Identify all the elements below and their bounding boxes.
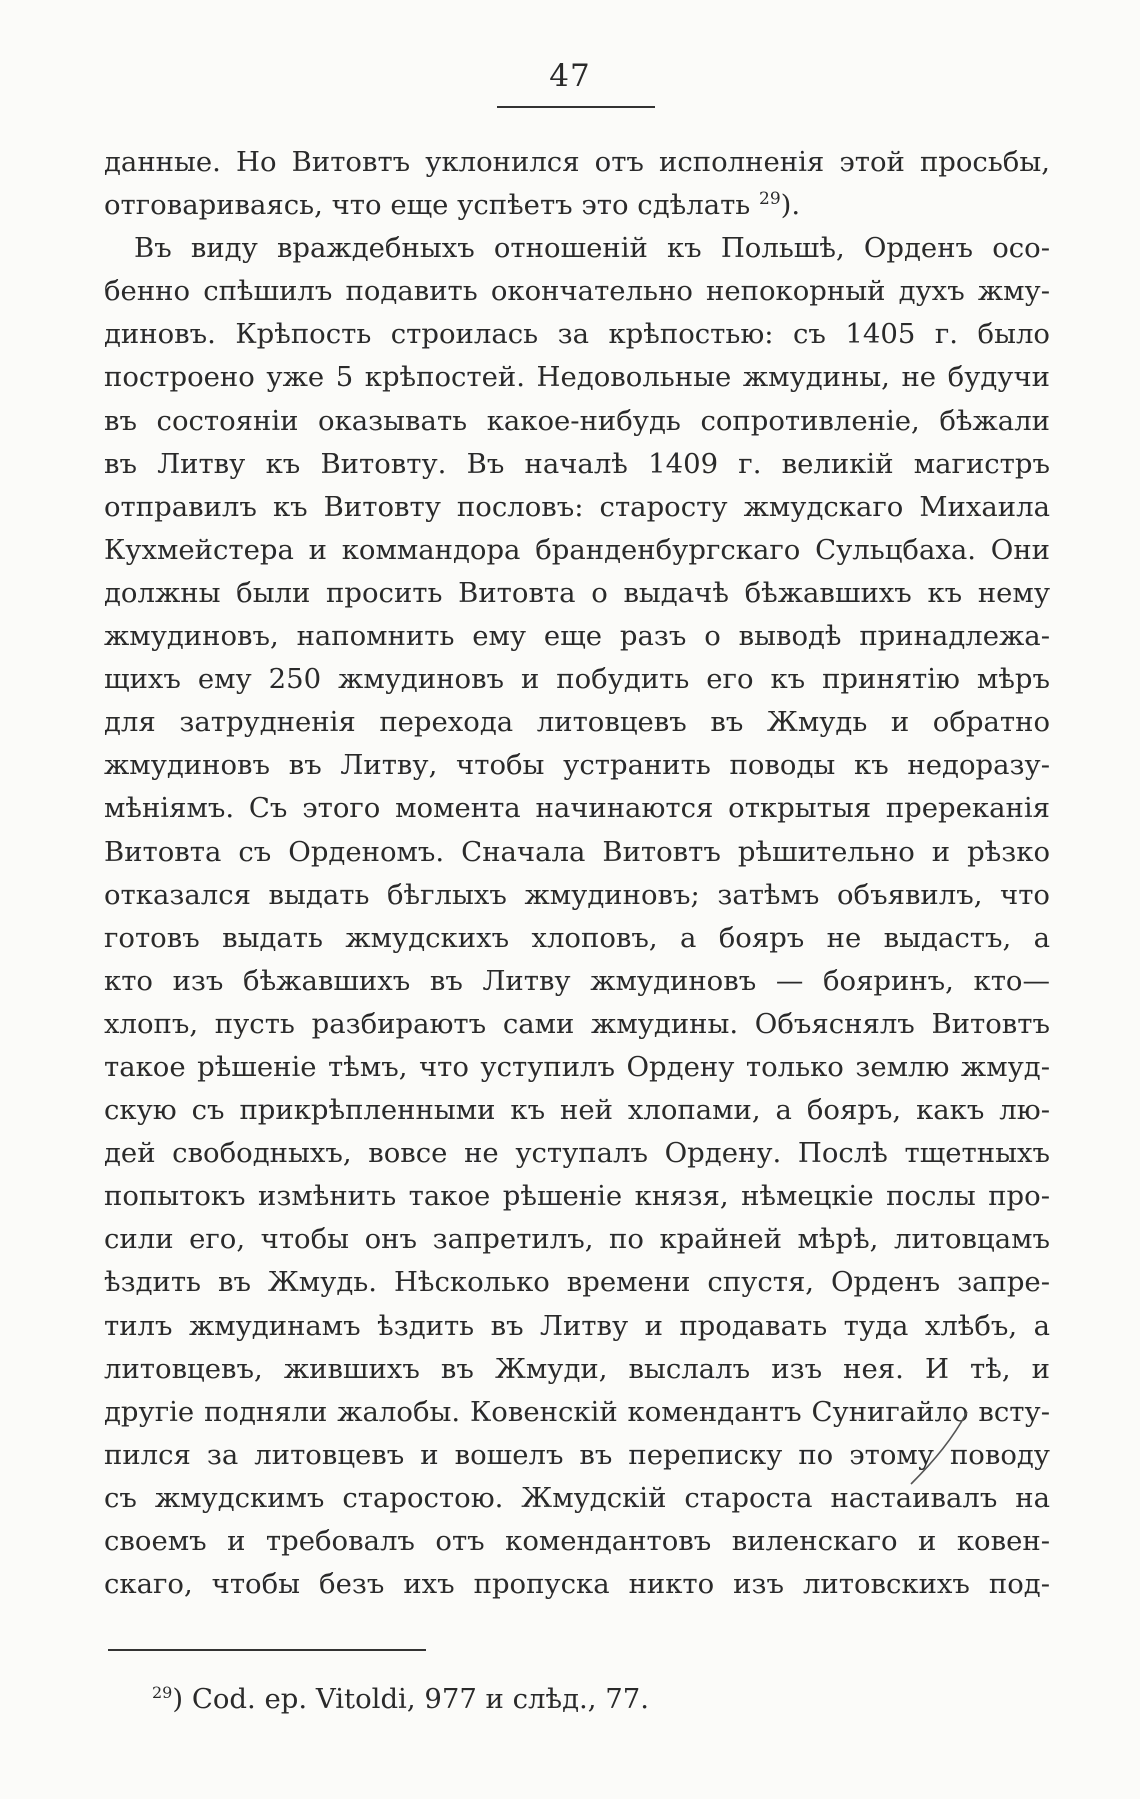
text-line: въ состояніи оказывать какое-нибудь сопротивленіе, бѣжали bbox=[104, 404, 1050, 437]
text-line: сили его, чтобы онъ запретилъ, по крайней мѣрѣ, литовцамъ bbox=[104, 1223, 1050, 1256]
text-line: тилъ жмудинамъ ѣздить въ Литву и продавать туда хлѣбъ, а bbox=[104, 1309, 1050, 1342]
pencil-annotation-mark bbox=[905, 1408, 975, 1488]
footnote-text: ) Cod. ep. Vitoldi, 977 и слѣд., 77. bbox=[172, 1683, 649, 1715]
body-text bbox=[104, 141, 1050, 1606]
text-line: ѣздить въ Жмудь. Нѣсколько времени спустя, Орденъ запре- bbox=[104, 1266, 1050, 1299]
text-line: отправилъ къ Витовту пословъ: старосту жмудскаго Михаила bbox=[104, 490, 1050, 523]
text-line: Кухмейстера и коммандора бранденбургскаго Сульцбаха. Они bbox=[104, 533, 1050, 566]
text-line: бенно спѣшилъ подавить окончательно непокорный духъ жму- bbox=[104, 275, 1050, 308]
text-line: построено уже 5 крѣпостей. Недовольные жмудины, не будучи bbox=[104, 361, 1050, 394]
text-line: щихъ ему 250 жмудиновъ и побудить его къ принятію мѣръ bbox=[104, 663, 1050, 696]
text-line: своемъ и требовалъ отъ комендантовъ виленскаго и ковен- bbox=[104, 1525, 1050, 1557]
text-line: хлопъ, пусть разбираютъ сами жмудины. Объяснялъ Витовтъ bbox=[104, 1007, 1050, 1040]
text-line: кто изъ бѣжавшихъ въ Литву жмудиновъ — бояринъ, кто— bbox=[104, 964, 1050, 997]
text-line: для затрудненія перехода литовцевъ въ Жмудь и обратно bbox=[104, 706, 1050, 739]
text-line: мѣніямъ. Съ этого момента начинаются открытыя пререканія bbox=[104, 792, 1050, 825]
text-line: данные. Но Витовтъ уклонился отъ исполненія этой просьбы, bbox=[104, 146, 1050, 178]
text-line: жмудиновъ въ Литву, чтобы устранить поводы къ недоразу- bbox=[104, 749, 1050, 782]
text-line: отговариваясь, что еще успѣетъ это сдѣлать $^{29}$). bbox=[104, 188, 801, 222]
text-line: скаго, чтобы безъ ихъ пропуска никто изъ литовскихъ под- bbox=[104, 1568, 1050, 1601]
text-line: попытокъ измѣнить такое рѣшеніе князя, нѣмецкіе послы про- bbox=[104, 1180, 1050, 1213]
text-line: такое рѣшеніе тѣмъ, что уступилъ Ордену только землю жмуд- bbox=[104, 1050, 1050, 1083]
text-line: дей свободныхъ, вовсе не уступалъ Ордену. Послѣ тщетныхъ bbox=[104, 1137, 1050, 1170]
text-line: Въ виду враждебныхъ отношеній къ Польшѣ, Орденъ осо- bbox=[134, 232, 1050, 265]
text-line: въ Литву къ Витовту. Въ началѣ 1409 г. великій магистръ bbox=[104, 447, 1050, 480]
page-number: 47 bbox=[549, 58, 591, 94]
text-line: пился за литовцевъ и вошелъ въ переписку по этому поводу bbox=[104, 1438, 1050, 1471]
footnote-reference: 29 bbox=[759, 188, 781, 209]
text-line: съ жмудскимъ старостою. Жмудскій староста настаивалъ на bbox=[104, 1481, 1050, 1514]
text-line: готовъ выдать жмудскихъ хлоповъ, а бояръ не выдастъ, а bbox=[104, 921, 1050, 954]
text-line: литовцевъ, жившихъ въ Жмуди, выслалъ изъ нея. И тѣ, и bbox=[104, 1352, 1050, 1385]
text-line: должны были просить Витовта о выдачѣ бѣжавшихъ къ нему bbox=[104, 576, 1050, 609]
text-line: диновъ. Крѣпость строилась за крѣпостью: съ 1405 г. было bbox=[104, 318, 1050, 351]
text-line: скую съ прикрѣпленными къ ней хлопами, а бояръ, какъ лю- bbox=[104, 1094, 1050, 1127]
footnote bbox=[152, 1683, 649, 1715]
footnote-marker: 29 bbox=[152, 1682, 173, 1702]
text-line: отказался выдать бѣглыхъ жмудиновъ; затѣмъ объявилъ, что bbox=[104, 878, 1050, 911]
text-line: Витовта съ Орденомъ. Сначала Витовтъ рѣшительно и рѣзко bbox=[104, 835, 1050, 868]
footnote-rule bbox=[108, 1649, 426, 1651]
text-line: другіе подняли жалобы. Ковенскій комендантъ Сунигайло всту- bbox=[104, 1395, 1050, 1428]
header-rule bbox=[497, 106, 655, 108]
text-line: жмудиновъ, напомнить ему еще разъ о выводѣ принадлежа- bbox=[104, 620, 1050, 653]
